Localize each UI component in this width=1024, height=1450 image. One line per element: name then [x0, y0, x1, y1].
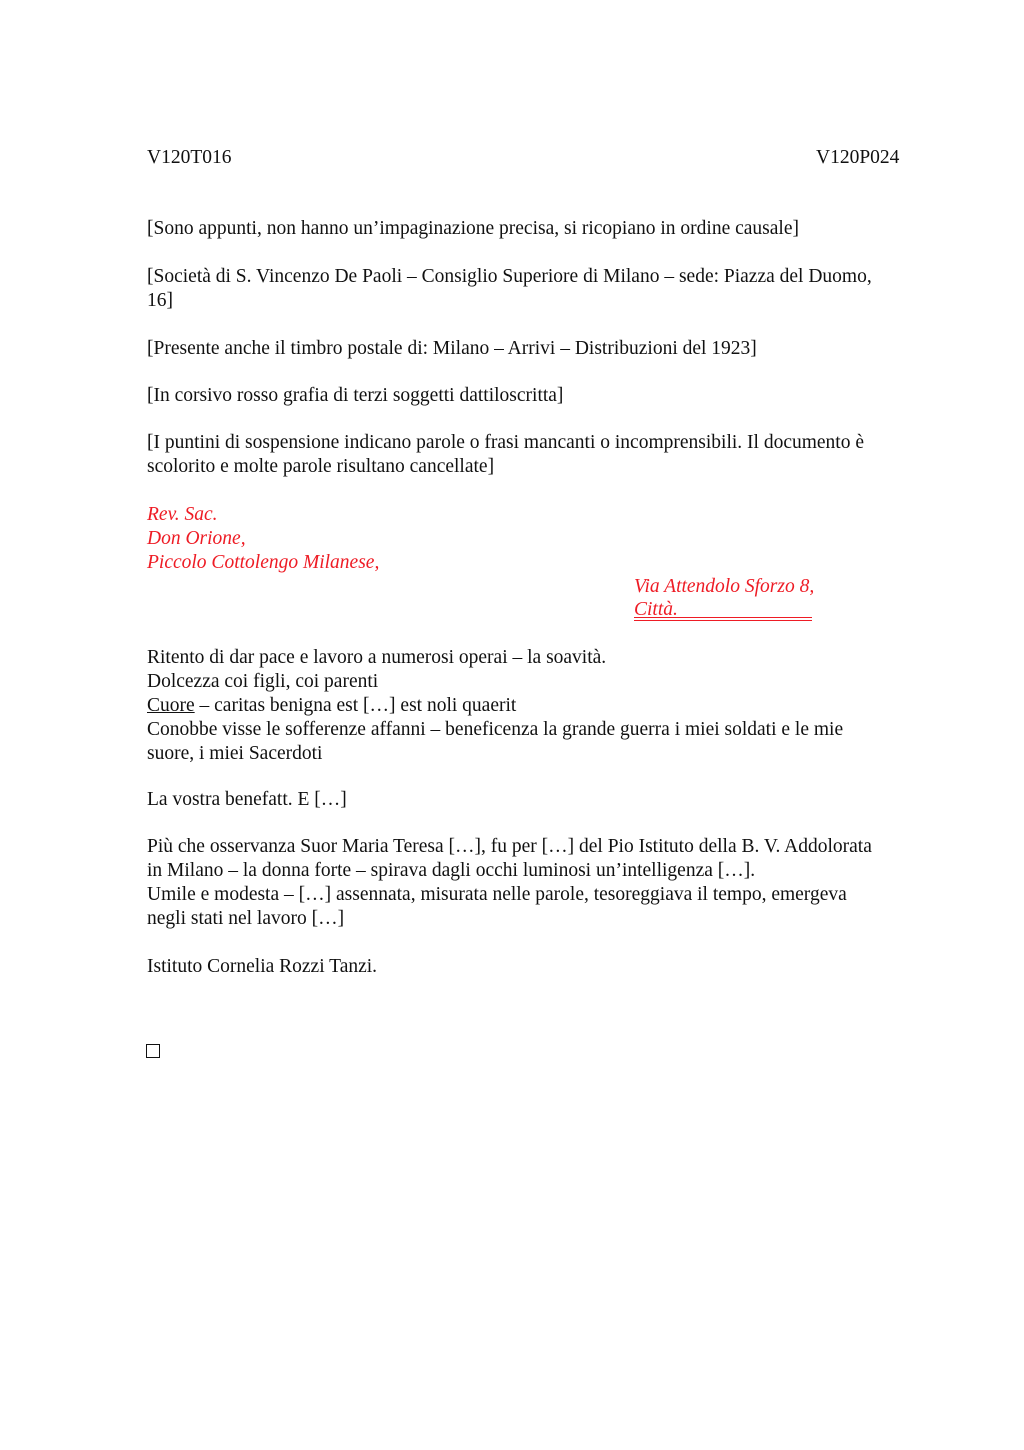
body-paragraph-2: La vostra benefatt. E […]	[147, 789, 347, 810]
body-paragraph-1	[147, 646, 927, 766]
addressee-title: Rev. Sac.	[147, 504, 218, 525]
addressee-city: Città.	[634, 599, 678, 620]
addressee-name: Don Orione,	[147, 528, 246, 549]
editorial-note-1: [Sono appunti, non hanno un’impaginazione precisa, si ricopiano in ordine causale]	[147, 218, 799, 239]
editorial-note-2-line-2: 16]	[147, 290, 173, 311]
body-p3-line-4: negli stati nel lavoro […]	[147, 908, 345, 929]
body-p1-line-2: Dolcezza coi figli, coi parenti	[147, 671, 379, 692]
document-code-left: V120T016	[147, 147, 232, 168]
editorial-note-3: [Presente anche il timbro postale di: Milano – Arrivi – Distribuzioni del 1923]	[147, 338, 757, 359]
editorial-note-2	[147, 265, 927, 313]
city-double-underline-bottom	[634, 620, 812, 621]
body-p1-line-3	[147, 694, 927, 718]
editorial-note-5-line-2: scolorito e molte parole risultano cancellate]	[147, 456, 495, 477]
addressee-block	[147, 503, 927, 575]
body-p3-line-2: in Milano – la donna forte – spirava dagli occhi luminosi un’intelligenza […].	[147, 860, 756, 881]
addressee-street: Via Attendolo Sforzo 8,	[634, 576, 815, 597]
body-paragraph-4: Istituto Cornelia Rozzi Tanzi.	[147, 956, 378, 977]
body-p3-line-3: Umile e modesta – […] assennata, misurata nelle parole, tesoreggiava il tempo, emergeva	[147, 884, 847, 905]
body-p1-line-1: Ritento di dar pace e lavoro a numerosi operai – la soavità.	[147, 647, 607, 668]
underlined-word-cuore: Cuore	[147, 695, 195, 716]
body-p3-line-1: Più che osservanza Suor Maria Teresa […], fu per […] del Pio Istituto della B. V. Addolorata	[147, 836, 872, 857]
body-p1-line-4: Conobbe visse le sofferenze affanni – beneficenza la grande guerra i miei soldati e le mie	[147, 719, 844, 740]
body-p1-line-3-rest: – caritas benigna est […] est noli quaerit	[194, 695, 517, 716]
addressee-institution: Piccolo Cottolengo Milanese,	[147, 552, 380, 573]
document-code-right: V120P024	[816, 147, 900, 168]
editorial-note-4: [In corsivo rosso grafia di terzi soggetti dattiloscritta]	[147, 385, 564, 406]
body-p1-line-5: suore, i miei Sacerdoti	[147, 743, 323, 764]
body-paragraph-3	[147, 835, 927, 931]
editorial-note-2-line-1: [Società di S. Vincenzo De Paoli – Consiglio Superiore di Milano – sede: Piazza del Duomo,	[147, 266, 872, 287]
editorial-note-5-line-1: [I puntini di sospensione indicano parole o frasi mancanti o incomprensibili. Il documento è	[147, 432, 864, 453]
editorial-note-5	[147, 431, 927, 479]
city-double-underline-top	[634, 617, 812, 618]
checkbox-square-icon	[146, 1044, 160, 1058]
